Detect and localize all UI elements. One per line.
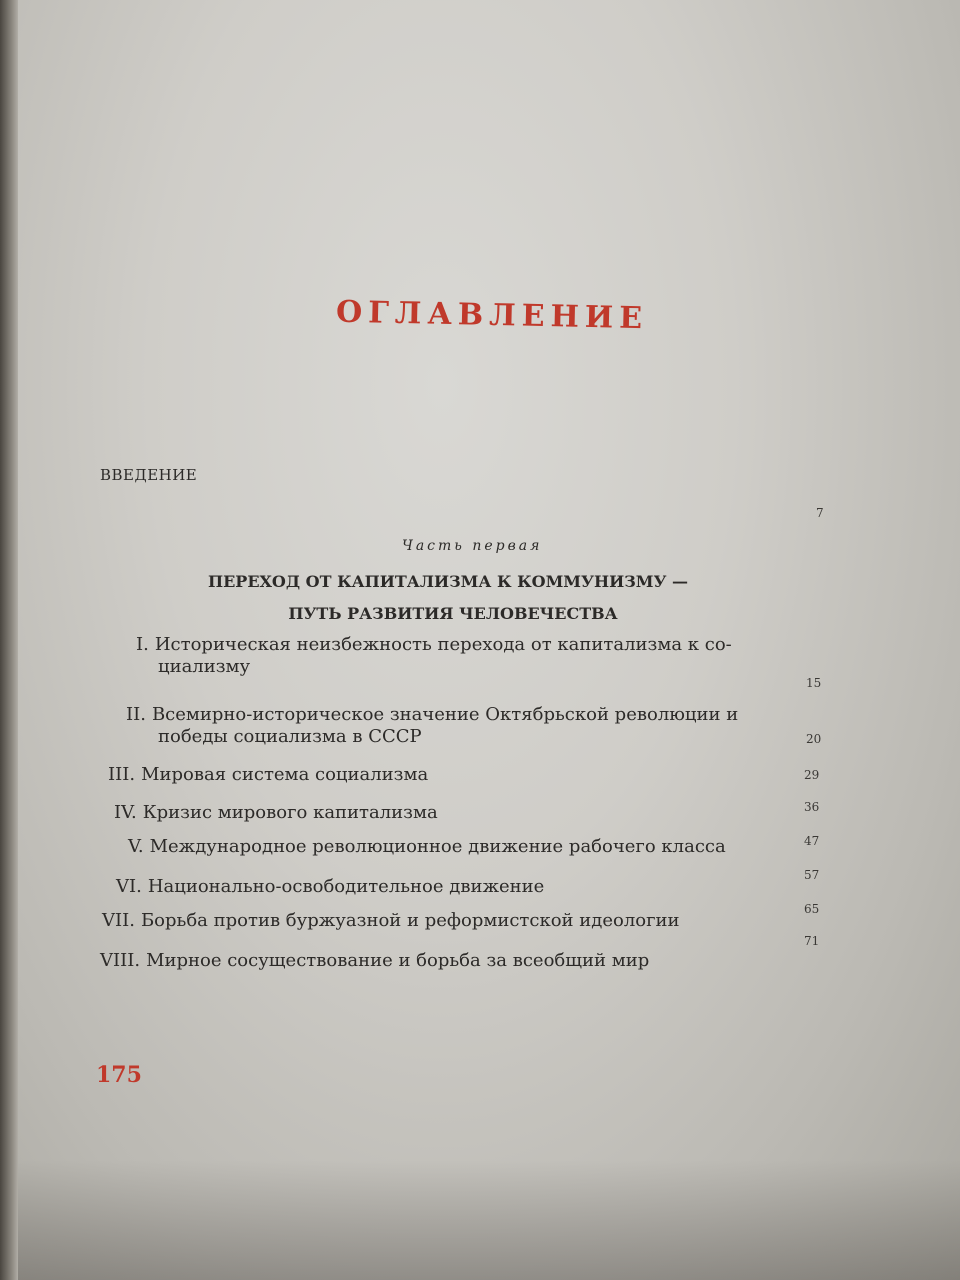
toc-chapter-4 [114, 802, 438, 824]
toc-chapter-7-page: 65 [804, 902, 820, 916]
chapter-title-continued: циализму [158, 656, 251, 677]
toc-chapter-2 [126, 704, 738, 748]
book-spine-edge [0, 0, 20, 1280]
toc-chapter-1-page: 15 [806, 676, 822, 690]
part-label: Часть первая [402, 538, 543, 554]
chapter-number: IV. [114, 802, 137, 823]
part-heading-line2: ПУТЬ РАЗВИТИЯ ЧЕЛОВЕЧЕСТВА [288, 604, 618, 623]
part-heading-line1: ПЕРЕХОД ОТ КАПИТАЛИЗМА К КОММУНИЗМУ — [207, 572, 689, 591]
chapter-number: III. [108, 764, 136, 785]
chapter-title: Международное революционное движение рабочего класса [149, 836, 726, 857]
chapter-title: Всемирно-историческое значение Октябрьской революции и [151, 704, 739, 725]
toc-chapter-5-page: 47 [804, 834, 820, 848]
chapter-number: I. [136, 634, 149, 655]
toc-chapter-3 [108, 764, 428, 786]
chapter-title: Кризис мирового капитализма [142, 802, 438, 823]
toc-chapter-5 [128, 836, 726, 858]
chapter-number: VIII. [100, 950, 141, 971]
toc-introduction-page: 7 [816, 506, 824, 520]
toc-chapter-8 [100, 950, 649, 972]
toc-chapter-3-page: 29 [804, 768, 820, 782]
toc-chapter-2-page: 20 [806, 732, 822, 746]
chapter-title: Историческая неизбежность перехода от капитализма к со- [154, 634, 732, 655]
chapter-title: Национально-освободительное движение [147, 876, 545, 897]
chapter-number: VII. [102, 910, 135, 931]
chapter-title: Мирное сосуществование и борьба за всеобщий мир [146, 950, 650, 971]
chapter-number: VI. [116, 876, 142, 897]
page-shadow [18, 1160, 960, 1280]
page-title: ОГЛАВЛЕНИЕ [335, 294, 649, 337]
toc-chapter-6-page: 57 [804, 868, 820, 882]
chapter-number: II. [126, 704, 146, 725]
book-page [18, 0, 960, 1280]
page-number: 175 [96, 1062, 142, 1088]
chapter-title: Мировая система социализма [141, 764, 429, 785]
toc-chapter-8-page: 71 [804, 934, 820, 948]
toc-chapter-7 [102, 910, 680, 932]
toc-introduction: ВВЕДЕНИЕ [100, 466, 198, 484]
chapter-number: V. [128, 836, 144, 857]
part-heading [188, 566, 708, 630]
chapter-title-continued: победы социализма в СССР [158, 726, 422, 747]
toc-chapter-4-page: 36 [804, 800, 820, 814]
toc-chapter-6 [116, 876, 544, 898]
toc-chapter-1 [136, 634, 732, 678]
chapter-title: Борьба против буржуазной и реформистской идеологии [140, 910, 680, 931]
